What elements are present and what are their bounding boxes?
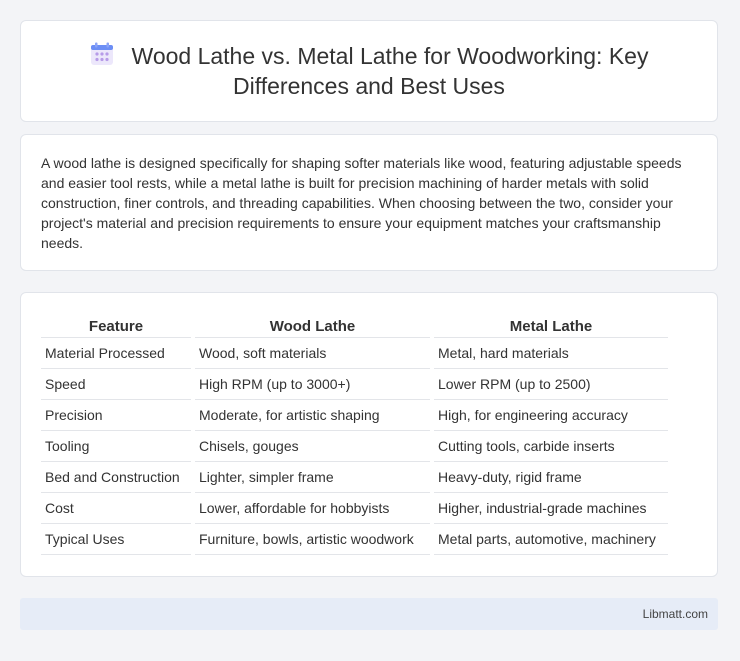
page-title: Wood Lathe vs. Metal Lathe for Woodworking: Key Differences and Best Uses xyxy=(131,43,649,99)
cell-wood: Moderate, for artistic shaping xyxy=(195,400,430,431)
cell-wood: Lighter, simpler frame xyxy=(195,462,430,493)
table-row xyxy=(41,431,668,462)
table-row xyxy=(41,493,668,524)
cell-feature: Tooling xyxy=(41,431,191,462)
table-row xyxy=(41,369,668,400)
intro-card xyxy=(20,134,718,271)
comparison-card xyxy=(20,292,718,577)
cell-metal: High, for engineering accuracy xyxy=(434,400,668,431)
cell-feature: Material Processed xyxy=(41,338,191,369)
cell-metal: Lower RPM (up to 2500) xyxy=(434,369,668,400)
table-row xyxy=(41,462,668,493)
cell-feature: Speed xyxy=(41,369,191,400)
cell-metal: Metal parts, automotive, machinery xyxy=(434,524,668,555)
cell-wood: Lower, affordable for hobbyists xyxy=(195,493,430,524)
footer-brand-link[interactable]: Libmatt.com xyxy=(642,607,708,621)
table-header-row xyxy=(41,313,668,338)
table-row xyxy=(41,400,668,431)
cell-wood: High RPM (up to 3000+) xyxy=(195,369,430,400)
header-wood-lathe: Wood Lathe xyxy=(195,313,430,338)
header-metal-lathe: Metal Lathe xyxy=(434,313,668,338)
cell-feature: Cost xyxy=(41,493,191,524)
intro-text: A wood lathe is designed specifically for shaping softer materials like wood, featuring adjustable speeds and easier tool rests, while a metal lathe is built for precision machining of harder metals with solid construction, finer controls, and threading capabilities. When choosing between the two, consider your project's material and precision requirements to ensure your equipment matches your craftsmanship needs. xyxy=(41,155,682,251)
footer xyxy=(20,598,718,630)
page-title-wrap xyxy=(69,41,669,101)
cell-metal: Metal, hard materials xyxy=(434,338,668,369)
comparison-table xyxy=(37,313,672,555)
table-row xyxy=(41,524,668,555)
cell-metal: Cutting tools, carbide inserts xyxy=(434,431,668,462)
cell-metal: Heavy-duty, rigid frame xyxy=(434,462,668,493)
cell-wood: Furniture, bowls, artistic woodwork xyxy=(195,524,430,555)
cell-feature: Bed and Construction xyxy=(41,462,191,493)
table-row xyxy=(41,338,668,369)
title-card xyxy=(20,20,718,122)
cell-wood: Wood, soft materials xyxy=(195,338,430,369)
cell-wood: Chisels, gouges xyxy=(195,431,430,462)
calendar-icon xyxy=(90,42,114,66)
cell-feature: Precision xyxy=(41,400,191,431)
cell-metal: Higher, industrial-grade machines xyxy=(434,493,668,524)
header-feature: Feature xyxy=(41,313,191,338)
cell-feature: Typical Uses xyxy=(41,524,191,555)
